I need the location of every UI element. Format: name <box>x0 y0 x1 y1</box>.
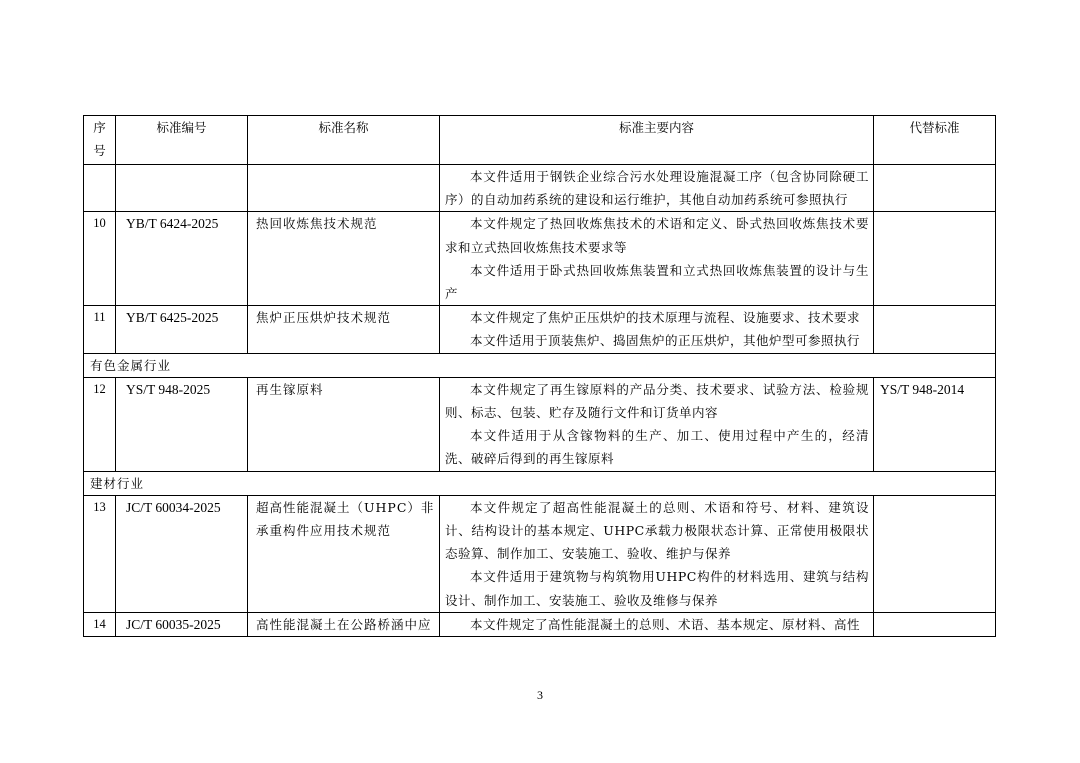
category-row-nonferrous <box>84 353 996 377</box>
standard-name: 热回收炼焦技术规范 <box>248 212 440 306</box>
row-no: 13 <box>84 495 116 612</box>
row-no: 11 <box>84 306 116 353</box>
header-name: 标准名称 <box>248 116 440 165</box>
replaced-standard <box>874 212 996 306</box>
content-cell <box>440 306 874 353</box>
header-content: 标准主要内容 <box>440 116 874 165</box>
content-paragraph: 本文件规定了热回收炼焦技术的术语和定义、卧式热回收炼焦技术要求和立式热回收炼焦技术要求等 <box>445 216 869 255</box>
standard-name: 超高性能混凝土（UHPC）非承重构件应用技术规范 <box>248 495 440 612</box>
content-paragraph: 本文件适用于从含镓物料的生产、加工、使用过程中产生的，经清洗、破碎后得到的再生镓原料 <box>445 428 869 467</box>
header-code: 标准编号 <box>116 116 248 165</box>
row-no: 10 <box>84 212 116 306</box>
standard-code: YS/T 948-2025 <box>116 377 248 471</box>
content-paragraph: 本文件规定了再生镓原料的产品分类、技术要求、试验方法、检验规则、标志、包装、贮存及随行文件和订货单内容 <box>445 381 869 421</box>
content-paragraph: 本文件适用于钢铁企业综合污水处理设施混凝工序（包含协同除硬工序）的自动加药系统的建设和运行维护，其他自动加药系统可参照执行 <box>445 169 869 208</box>
content-paragraph: 本文件适用于顶装焦炉、捣固焦炉的正压烘炉，其他炉型可参照执行 <box>470 333 861 349</box>
content-cell <box>440 212 874 306</box>
table-row <box>84 377 996 471</box>
standard-name: 焦炉正压烘炉技术规范 <box>248 306 440 353</box>
table-row <box>84 612 996 636</box>
standard-code: JC/T 60035-2025 <box>116 612 248 636</box>
standards-table <box>83 115 996 637</box>
standard-name: 再生镓原料 <box>248 377 440 471</box>
table-row <box>84 495 996 612</box>
row-no: 12 <box>84 377 116 471</box>
content-paragraph: 本文件规定了焦炉正压烘炉的技术原理与流程、设施要求、技术要求 <box>470 310 861 326</box>
category-label: 有色金属行业 <box>84 353 996 377</box>
table-row-continuation <box>84 165 996 212</box>
content-cell <box>440 377 874 471</box>
content-paragraph: 本文件适用于卧式热回收炼焦装置和立式热回收炼焦装置的设计与生产 <box>445 262 869 302</box>
content-cell <box>440 612 874 636</box>
content-paragraph: 本文件适用于建筑物与构筑物用UHPC构件的材料选用、建筑与结构设计、制作加工、安装施工、验收及维修与保养 <box>445 569 869 608</box>
replaced-standard <box>874 495 996 612</box>
replaced-standard: YS/T 948-2014 <box>874 377 996 471</box>
table-header-row <box>84 116 996 165</box>
table-row <box>84 212 996 306</box>
standard-code: YB/T 6425-2025 <box>116 306 248 353</box>
page-number: 3 <box>537 688 543 702</box>
content-paragraph: 本文件规定了高性能混凝土的总则、术语、基本规定、原材料、高性 <box>470 616 861 632</box>
category-row-building <box>84 471 996 495</box>
header-no: 序号 <box>84 116 116 165</box>
category-label: 建材行业 <box>84 471 996 495</box>
content-paragraph: 本文件规定了超高性能混凝土的总则、术语和符号、材料、建筑设计、结构设计的基本规定、UHPC承载力极限状态计算、正常使用极限状态验算、制作加工、安装施工、验收、维护与保养 <box>445 499 869 562</box>
replaced-standard <box>874 612 996 636</box>
row-no: 14 <box>84 612 116 636</box>
content-cell <box>440 165 874 212</box>
header-replaces: 代替标准 <box>874 116 996 165</box>
standard-code: YB/T 6424-2025 <box>116 212 248 306</box>
replaced-standard <box>874 306 996 353</box>
standard-code: JC/T 60034-2025 <box>116 495 248 612</box>
table-row <box>84 306 996 353</box>
standard-name: 高性能混凝土在公路桥涵中应 <box>248 612 440 636</box>
content-cell <box>440 495 874 612</box>
